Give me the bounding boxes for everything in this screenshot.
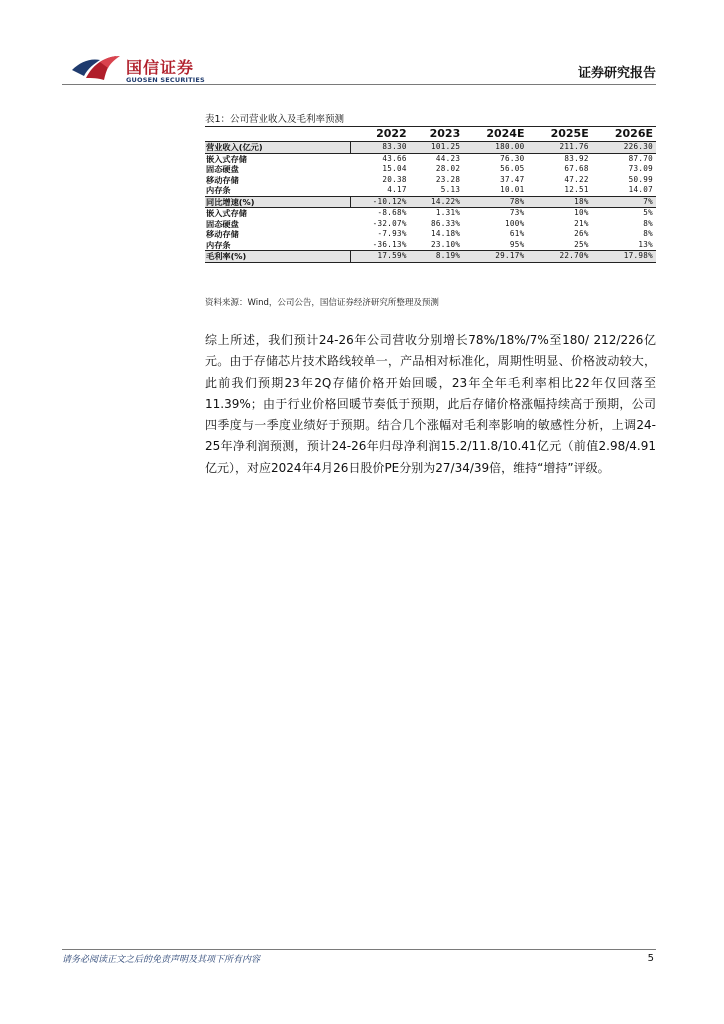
table-cell: 28.02 <box>435 164 461 173</box>
table-cell: -32.07% <box>372 218 407 228</box>
table-cell: 1.31% <box>435 208 461 217</box>
table-cell: 8.19% <box>410 251 464 263</box>
table-cell: 23.28 <box>435 174 461 184</box>
table-cell: 43.66 <box>382 153 407 163</box>
table-row <box>205 219 656 230</box>
table-cell: 4.17 <box>387 185 407 194</box>
table-cell: 21% <box>574 218 589 228</box>
table-row <box>205 229 656 240</box>
company-logo <box>70 52 205 86</box>
table-cell: -7.93% <box>377 229 407 238</box>
table-cell: 18% <box>527 196 591 208</box>
table-cell: 13% <box>638 239 653 249</box>
table-header-cell: 2022 <box>376 127 407 140</box>
table-row-gross-margin <box>205 251 656 263</box>
table-cell: -8.68% <box>377 208 407 217</box>
table-cell: 5% <box>643 208 653 217</box>
footer-disclaimer: 请务必阅读正文之后的免责声明及其项下所有内容 <box>62 955 261 965</box>
table-cell: 83.30 <box>351 142 410 154</box>
row-label: 嵌入式存储 <box>206 153 247 164</box>
row-label: 移动存储 <box>206 229 239 239</box>
report-type-label: 证券研究报告 <box>577 66 656 81</box>
table-cell: 73% <box>509 208 525 217</box>
table-header-cell: 2024E <box>486 127 525 140</box>
table-cell: 10% <box>574 208 589 217</box>
table-cell: 23.10% <box>431 239 461 249</box>
table-cell: 26% <box>574 229 589 238</box>
footer-divider <box>62 949 656 950</box>
table-cell: 37.47 <box>500 174 525 184</box>
row-label: 固态硬盘 <box>206 218 239 229</box>
table-source-note: 资料来源：Wind，公司公告，国信证券经济研究所整理及预测 <box>205 298 439 308</box>
table-cell: 211.76 <box>527 142 591 154</box>
table-cell: 5.13 <box>440 185 461 194</box>
table-cell: -10.12% <box>351 196 410 208</box>
table-header-cell: 2023 <box>429 127 461 140</box>
table-header-row <box>205 127 656 142</box>
table-cell: 50.99 <box>628 174 653 184</box>
table-row <box>205 208 656 219</box>
table-row <box>205 164 656 175</box>
table-cell: 20.38 <box>382 174 407 184</box>
table-cell: 14.07 <box>628 185 653 194</box>
table-cell: 17.59% <box>351 251 410 263</box>
row-label: 移动存储 <box>206 174 239 185</box>
table-cell: 22.70% <box>527 251 591 263</box>
table-row-revenue <box>205 142 656 154</box>
table-header-cell: 2025E <box>550 127 589 140</box>
table-cell: 47.22 <box>564 174 589 184</box>
logo-chinese-name: 国信证券 <box>126 58 195 77</box>
table-cell: 95% <box>509 239 525 249</box>
table-row <box>205 185 656 196</box>
table-row-growth <box>205 196 656 208</box>
table-cell: 226.30 <box>592 142 656 154</box>
table-cell: 29.17% <box>463 251 527 263</box>
revenue-margin-table <box>205 126 656 263</box>
table-header-cell <box>205 127 351 142</box>
row-label: 固态硬盘 <box>206 164 239 174</box>
row-label: 嵌入式存储 <box>206 208 247 218</box>
table-cell: 76.30 <box>500 153 525 163</box>
table-cell: 78% <box>463 196 527 208</box>
table-cell: 56.05 <box>500 164 525 173</box>
table-cell: -36.13% <box>372 239 407 249</box>
row-label: 同比增速(%) <box>205 196 351 208</box>
table-cell: 73.09 <box>628 164 653 173</box>
table-cell: 180.00 <box>463 142 527 154</box>
table-cell: 15.04 <box>382 164 407 173</box>
table-cell: 44.23 <box>435 153 461 163</box>
table-cell: 86.33% <box>431 218 461 228</box>
table-cell: 67.68 <box>564 164 589 173</box>
summary-paragraph: 综上所述，我们预计24-26年公司营收分别增长78%/18%/7%至180/ 212/226亿元。由于存储芯片技术路线较单一，产品相对标准化，周期性明显、价格波动较大，此前我们预期23年2Q存储价格开始回暖，23年全年毛利率相比22年仅回落至11.39%；由于行业价格回暖节奏低于预期，此后存储价格涨幅持续高于预期，公司四季度与一季度业绩好于预期。结合几个涨幅对毛利率影响的敏感性分析，上调24-25年净利润预测，预计24-26年归母净利润15.2/11.8/10.41亿元（前值2.98/4.91亿元），对应2024年4月26日股价PE分别为27/34/39倍，维持“增持”评级。 <box>205 333 656 475</box>
table-cell: 83.92 <box>564 153 589 163</box>
table-cell: 25% <box>574 239 589 249</box>
table-cell: 7% <box>592 196 656 208</box>
page-number: 5 <box>647 953 654 964</box>
row-label: 内存条 <box>206 239 231 250</box>
table-cell: 8% <box>643 218 653 228</box>
table-cell: 14.18% <box>431 229 461 238</box>
table-cell: 8% <box>643 229 653 238</box>
header-divider <box>62 84 656 85</box>
table-header-cell: 2026E <box>614 127 653 140</box>
table-cell: 17.98% <box>592 251 656 263</box>
guosen-logo-icon <box>70 52 122 84</box>
row-label: 毛利率(%) <box>205 251 351 263</box>
table-row <box>205 175 656 186</box>
table-cell: 14.22% <box>410 196 464 208</box>
table-row <box>205 240 656 251</box>
table-cell: 61% <box>509 229 525 238</box>
table-cell: 87.70 <box>628 153 653 163</box>
row-label: 营业收入(亿元) <box>205 142 351 154</box>
table-row <box>205 153 656 164</box>
table-cell: 10.01 <box>500 185 525 194</box>
row-label: 内存条 <box>206 185 231 195</box>
logo-english-name: GUOSEN SECURITIES <box>126 76 205 84</box>
table-cell: 12.51 <box>564 185 589 194</box>
table-cell: 100% <box>504 218 525 228</box>
table-caption: 表1：公司营业收入及毛利率预测 <box>205 114 345 125</box>
table-cell: 101.25 <box>410 142 464 154</box>
